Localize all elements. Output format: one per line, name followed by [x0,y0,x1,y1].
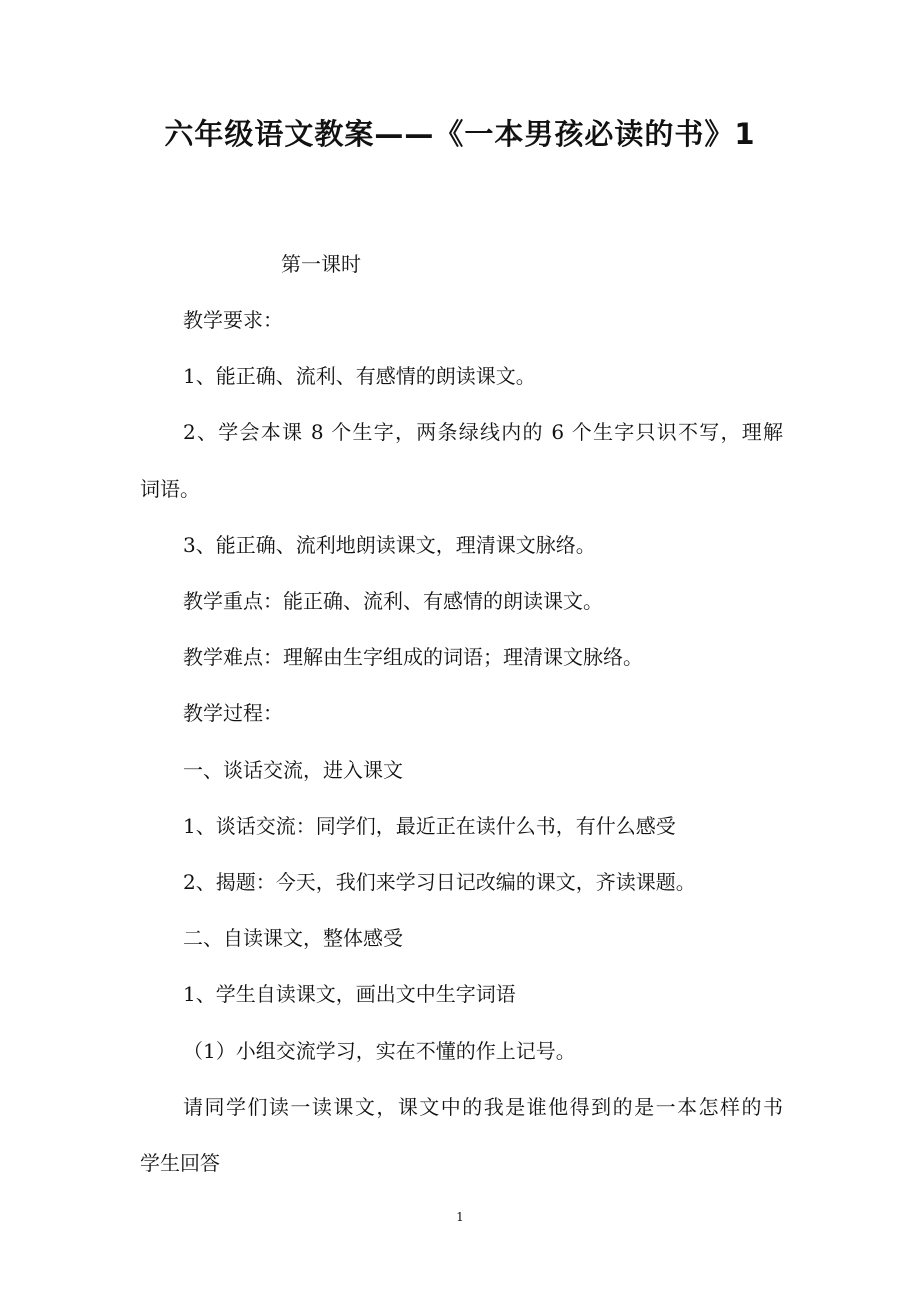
section-two-subitem-1: （1）小组交流学习，实在不懂的作上记号。 [183,1039,576,1063]
teaching-difficulty: 教学难点：理解由生字组成的词语；理清课文脉络。 [183,645,643,669]
page-number: 1 [456,1210,464,1224]
requirement-item-3: 3、能正确、流利地朗读课文，理清课文脉络。 [183,533,596,557]
lesson-period-heading: 第一课时 [281,252,361,276]
section-two-heading: 二、自读课文，整体感受 [183,926,403,950]
teaching-requirements-heading: 教学要求： [183,308,283,332]
document-title: 六年级语文教案——《一本男孩必读的书》1 [164,117,756,151]
section-one-heading: 一、谈话交流，进入课文 [183,758,403,782]
teaching-process-heading: 教学过程： [183,701,283,725]
section-one-item-2: 2、揭题：今天，我们来学习日记改编的课文，齐读课题。 [183,870,696,894]
requirement-item-2: 2、学会本课 8 个生字，两条绿线内的 6 个生字只识不写，理解 [183,420,783,444]
student-answer: 学生回答 [140,1151,220,1175]
teaching-focus: 教学重点：能正确、流利、有感情的朗读课文。 [183,589,603,613]
section-one-item-1: 1、谈话交流：同学们，最近正在读什么书，有什么感受 [183,814,676,838]
section-two-item-1: 1、学生自读课文，画出文中生字词语 [183,982,516,1006]
requirement-item-1: 1、能正确、流利、有感情的朗读课文。 [183,364,536,388]
reading-prompt: 请同学们读一读课文，课文中的我是谁他得到的是一本怎样的书 [183,1095,783,1119]
requirement-item-2-continuation: 词语。 [140,477,200,501]
